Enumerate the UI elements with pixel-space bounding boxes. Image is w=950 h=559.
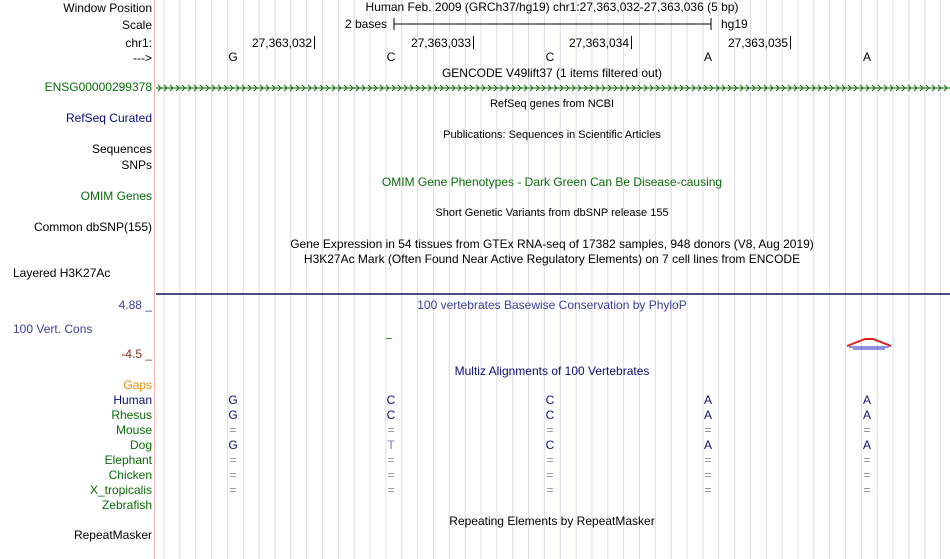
- alignment-base: A: [862, 393, 872, 407]
- snps-track-label[interactable]: SNPs: [121, 158, 152, 172]
- phylop-track-label[interactable]: 100 Vert. Cons: [13, 322, 93, 336]
- alignment-base: G: [228, 393, 238, 407]
- species-label: Rhesus: [111, 408, 152, 422]
- species-label: Dog: [129, 438, 152, 452]
- omim-track-label[interactable]: OMIM Genes: [80, 189, 152, 203]
- alignment-base: A: [703, 393, 713, 407]
- alignment-base: =: [863, 423, 871, 437]
- alignment-base: =: [863, 483, 871, 497]
- phylop-bar: [386, 338, 392, 339]
- alignment-base: =: [704, 468, 712, 482]
- scale-bar: [393, 17, 713, 31]
- repeatmasker-track-title[interactable]: Repeating Elements by RepeatMasker: [449, 514, 655, 528]
- alignment-base: =: [704, 453, 712, 467]
- alignment-base: =: [229, 483, 237, 497]
- gencode-gene-feature[interactable]: [156, 82, 950, 94]
- species-label: Mouse: [115, 423, 152, 437]
- species-label: Zebrafish: [101, 498, 152, 512]
- assembly-label: hg19: [721, 17, 748, 31]
- refseq-track-title[interactable]: RefSeq genes from NCBI: [489, 98, 615, 110]
- species-label: X_tropicalis: [89, 483, 152, 497]
- phylop-peak: [845, 336, 893, 352]
- assembly-position-title: Human Feb. 2009 (GRCh37/hg19) chr1:27,363,032-27,363,036 (5 bp): [365, 0, 739, 14]
- species-label: Human: [113, 393, 152, 407]
- alignment-base: =: [387, 483, 395, 497]
- alignment-base: =: [546, 468, 554, 482]
- alignment-base: C: [386, 408, 396, 422]
- phylop-min-label: -4.5 _: [121, 347, 152, 361]
- alignment-base: =: [229, 423, 237, 437]
- publications-track-title[interactable]: Publications: Sequences in Scientific Articles: [443, 129, 661, 141]
- alignment-base: T: [387, 438, 395, 452]
- alignment-base: A: [703, 408, 713, 422]
- alignment-base: A: [703, 438, 713, 452]
- sequences-track-label[interactable]: Sequences: [91, 142, 152, 156]
- window-position-label: Window Position: [63, 1, 152, 15]
- alignment-base: =: [546, 423, 554, 437]
- alignment-base: =: [387, 423, 395, 437]
- gtex-track-title[interactable]: Gene Expression in 54 tissues from GTEx RNA-seq of 17382 samples, 948 donors (V8, Aug 2019): [290, 237, 814, 251]
- alignment-base: =: [546, 483, 554, 497]
- coordinate-tick: [790, 36, 791, 49]
- alignment-base: =: [229, 453, 237, 467]
- alignment-base: =: [704, 423, 712, 437]
- h3k27ac-signal-line: [156, 293, 950, 295]
- scale-label: Scale: [121, 18, 152, 32]
- reference-base: G: [228, 50, 238, 64]
- alignment-base: C: [545, 408, 555, 422]
- chrom-label: chr1:: [125, 36, 152, 50]
- alignment-base: =: [863, 453, 871, 467]
- scale-text: 2 bases: [345, 17, 388, 31]
- gencode-gene-label[interactable]: ENSG00000299378: [44, 80, 152, 94]
- reference-base: C: [386, 50, 396, 64]
- dbsnp-track-label[interactable]: Common dbSNP(155): [33, 220, 152, 234]
- alignment-base: =: [229, 468, 237, 482]
- omim-track-title[interactable]: OMIM Gene Phenotypes - Dark Green Can Be Disease-causing: [381, 175, 723, 189]
- alignment-base: =: [863, 468, 871, 482]
- alignment-base: C: [386, 393, 396, 407]
- coordinate-label: 27,363,032: [251, 36, 312, 50]
- reference-base: C: [545, 50, 555, 64]
- gaps-label: Gaps: [123, 378, 152, 392]
- alignment-base: =: [387, 453, 395, 467]
- alignment-base: A: [862, 408, 872, 422]
- alignment-base: A: [862, 438, 872, 452]
- alignment-base: C: [545, 438, 555, 452]
- repeatmasker-track-label[interactable]: RepeatMasker: [73, 528, 152, 542]
- h3k27ac-track-label[interactable]: Layered H3K27Ac: [13, 266, 111, 280]
- coordinate-label: 27,363,033: [410, 36, 471, 50]
- species-label: Chicken: [108, 468, 152, 482]
- strand-label: --->: [133, 51, 152, 65]
- reference-base: A: [703, 50, 713, 64]
- alignment-base: =: [387, 468, 395, 482]
- coordinate-tick: [473, 36, 474, 49]
- reference-base: A: [862, 50, 872, 64]
- alignment-base: =: [546, 453, 554, 467]
- coordinate-tick: [631, 36, 632, 49]
- alignment-base: G: [228, 408, 238, 422]
- refseq-track-label[interactable]: RefSeq Curated: [65, 111, 152, 125]
- h3k27ac-track-title[interactable]: H3K27Ac Mark (Often Found Near Active Regulatory Elements) on 7 cell lines from ENCODE: [303, 252, 801, 266]
- coordinate-label: 27,363,035: [727, 36, 788, 50]
- alignment-base: G: [228, 438, 238, 452]
- coordinate-tick: [314, 36, 315, 49]
- alignment-base: C: [545, 393, 555, 407]
- coordinate-label: 27,363,034: [568, 36, 629, 50]
- phylop-max-label: 4.88 _: [118, 298, 152, 312]
- alignment-base: =: [704, 483, 712, 497]
- gencode-track-title[interactable]: GENCODE V49lift37 (1 items filtered out): [441, 66, 663, 80]
- phylop-track-title[interactable]: 100 vertebrates Basewise Conservation by PhyloP: [417, 298, 687, 312]
- label-column-divider: [154, 0, 155, 559]
- species-label: Elephant: [104, 453, 152, 467]
- multiz-track-title[interactable]: Multiz Alignments of 100 Vertebrates: [454, 364, 650, 378]
- dbsnp-track-title[interactable]: Short Genetic Variants from dbSNP release 155: [435, 207, 669, 219]
